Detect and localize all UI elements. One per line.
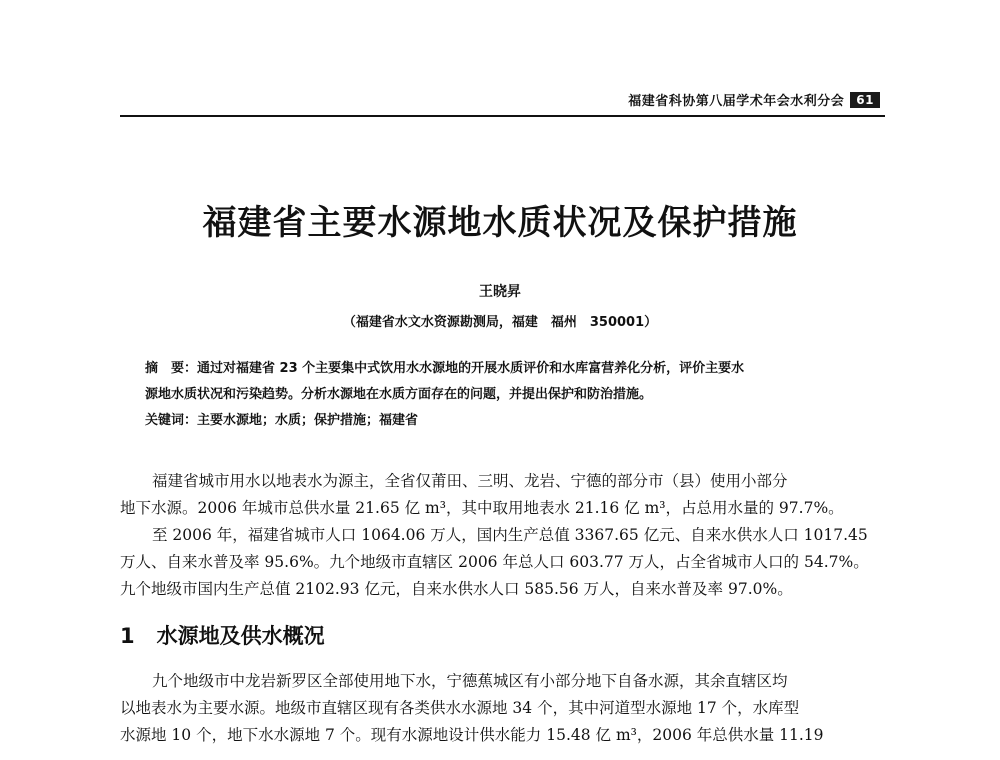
paragraph-line: 地下水源。2006 年城市总供水量 21.65 亿 m³，其中取用地表水 21.16 亿 m³，占总用水量的 97.7%。 [120, 499, 844, 517]
section-number: 1 [120, 624, 135, 648]
author-affiliation: （福建省水文水资源勘测局，福建 福州 350001） [342, 315, 658, 330]
page-number: 61 [850, 92, 880, 108]
paragraph-line: 水源地 10 个，地下水水源地 7 个。现有水源地设计供水能力 15.48 亿 m³，2006 年总供水量 11.19 [120, 726, 824, 744]
section-heading [120, 620, 325, 650]
running-header [628, 90, 880, 109]
author-name: 王晓昇 [479, 284, 521, 300]
section1-paragraph [120, 668, 885, 749]
paragraph-line: 以地表水为主要水源。地级市直辖区现有各类供水水源地 34 个，其中河道型水源地 17 个，水库型 [120, 699, 800, 717]
abstract-line-2: 源地水质状况和污染趋势。分析水源地在水质方面存在的问题，并提出保护和防治措施。 [145, 387, 653, 402]
intro-paragraph-1 [120, 468, 885, 522]
intro-paragraph-2 [120, 522, 885, 603]
abstract-line-1 [145, 356, 860, 382]
abstract-label: 摘 要： [145, 361, 198, 376]
paper-title: 福建省主要水源地水质状况及保护措施 [202, 203, 798, 243]
running-title: 福建省科协第八届学术年会水利分会 [628, 94, 845, 109]
abstract-block [145, 356, 860, 434]
paragraph-line: 福建省城市用水以地表水为源主，全省仅莆田、三明、龙岩、宁德的部分市（县）使用小部分 [152, 472, 788, 490]
section-title: 水源地及供水概况 [156, 624, 325, 648]
paragraph-line: 万人、自来水普及率 95.6%。九个地级市直辖区 2006 年总人口 603.77 万人，占全省城市人口的 54.7%。 [120, 553, 869, 571]
abstract-text-1: 通过对福建省 23 个主要集中式饮用水水源地的开展水质评价和水库富营养化分析，评价主要水 [197, 361, 745, 376]
paragraph-line: 九个地级市国内生产总值 2102.93 亿元，自来水供水人口 585.56 万人，自来水普及率 97.0%。 [120, 580, 793, 598]
header-rule [120, 115, 885, 117]
paragraph-line: 至 2006 年，福建省城市人口 1064.06 万人，国内生产总值 3367.65 亿元、自来水供水人口 1017.45 [152, 526, 868, 544]
keywords-line [145, 408, 860, 434]
paragraph-line: 九个地级市中龙岩新罗区全部使用地下水，宁德蕉城区有小部分地下自备水源，其余直辖区均 [152, 672, 788, 690]
keywords-text: 主要水源地；水质；保护措施；福建省 [197, 413, 419, 428]
keywords-label: 关键词： [145, 413, 198, 428]
